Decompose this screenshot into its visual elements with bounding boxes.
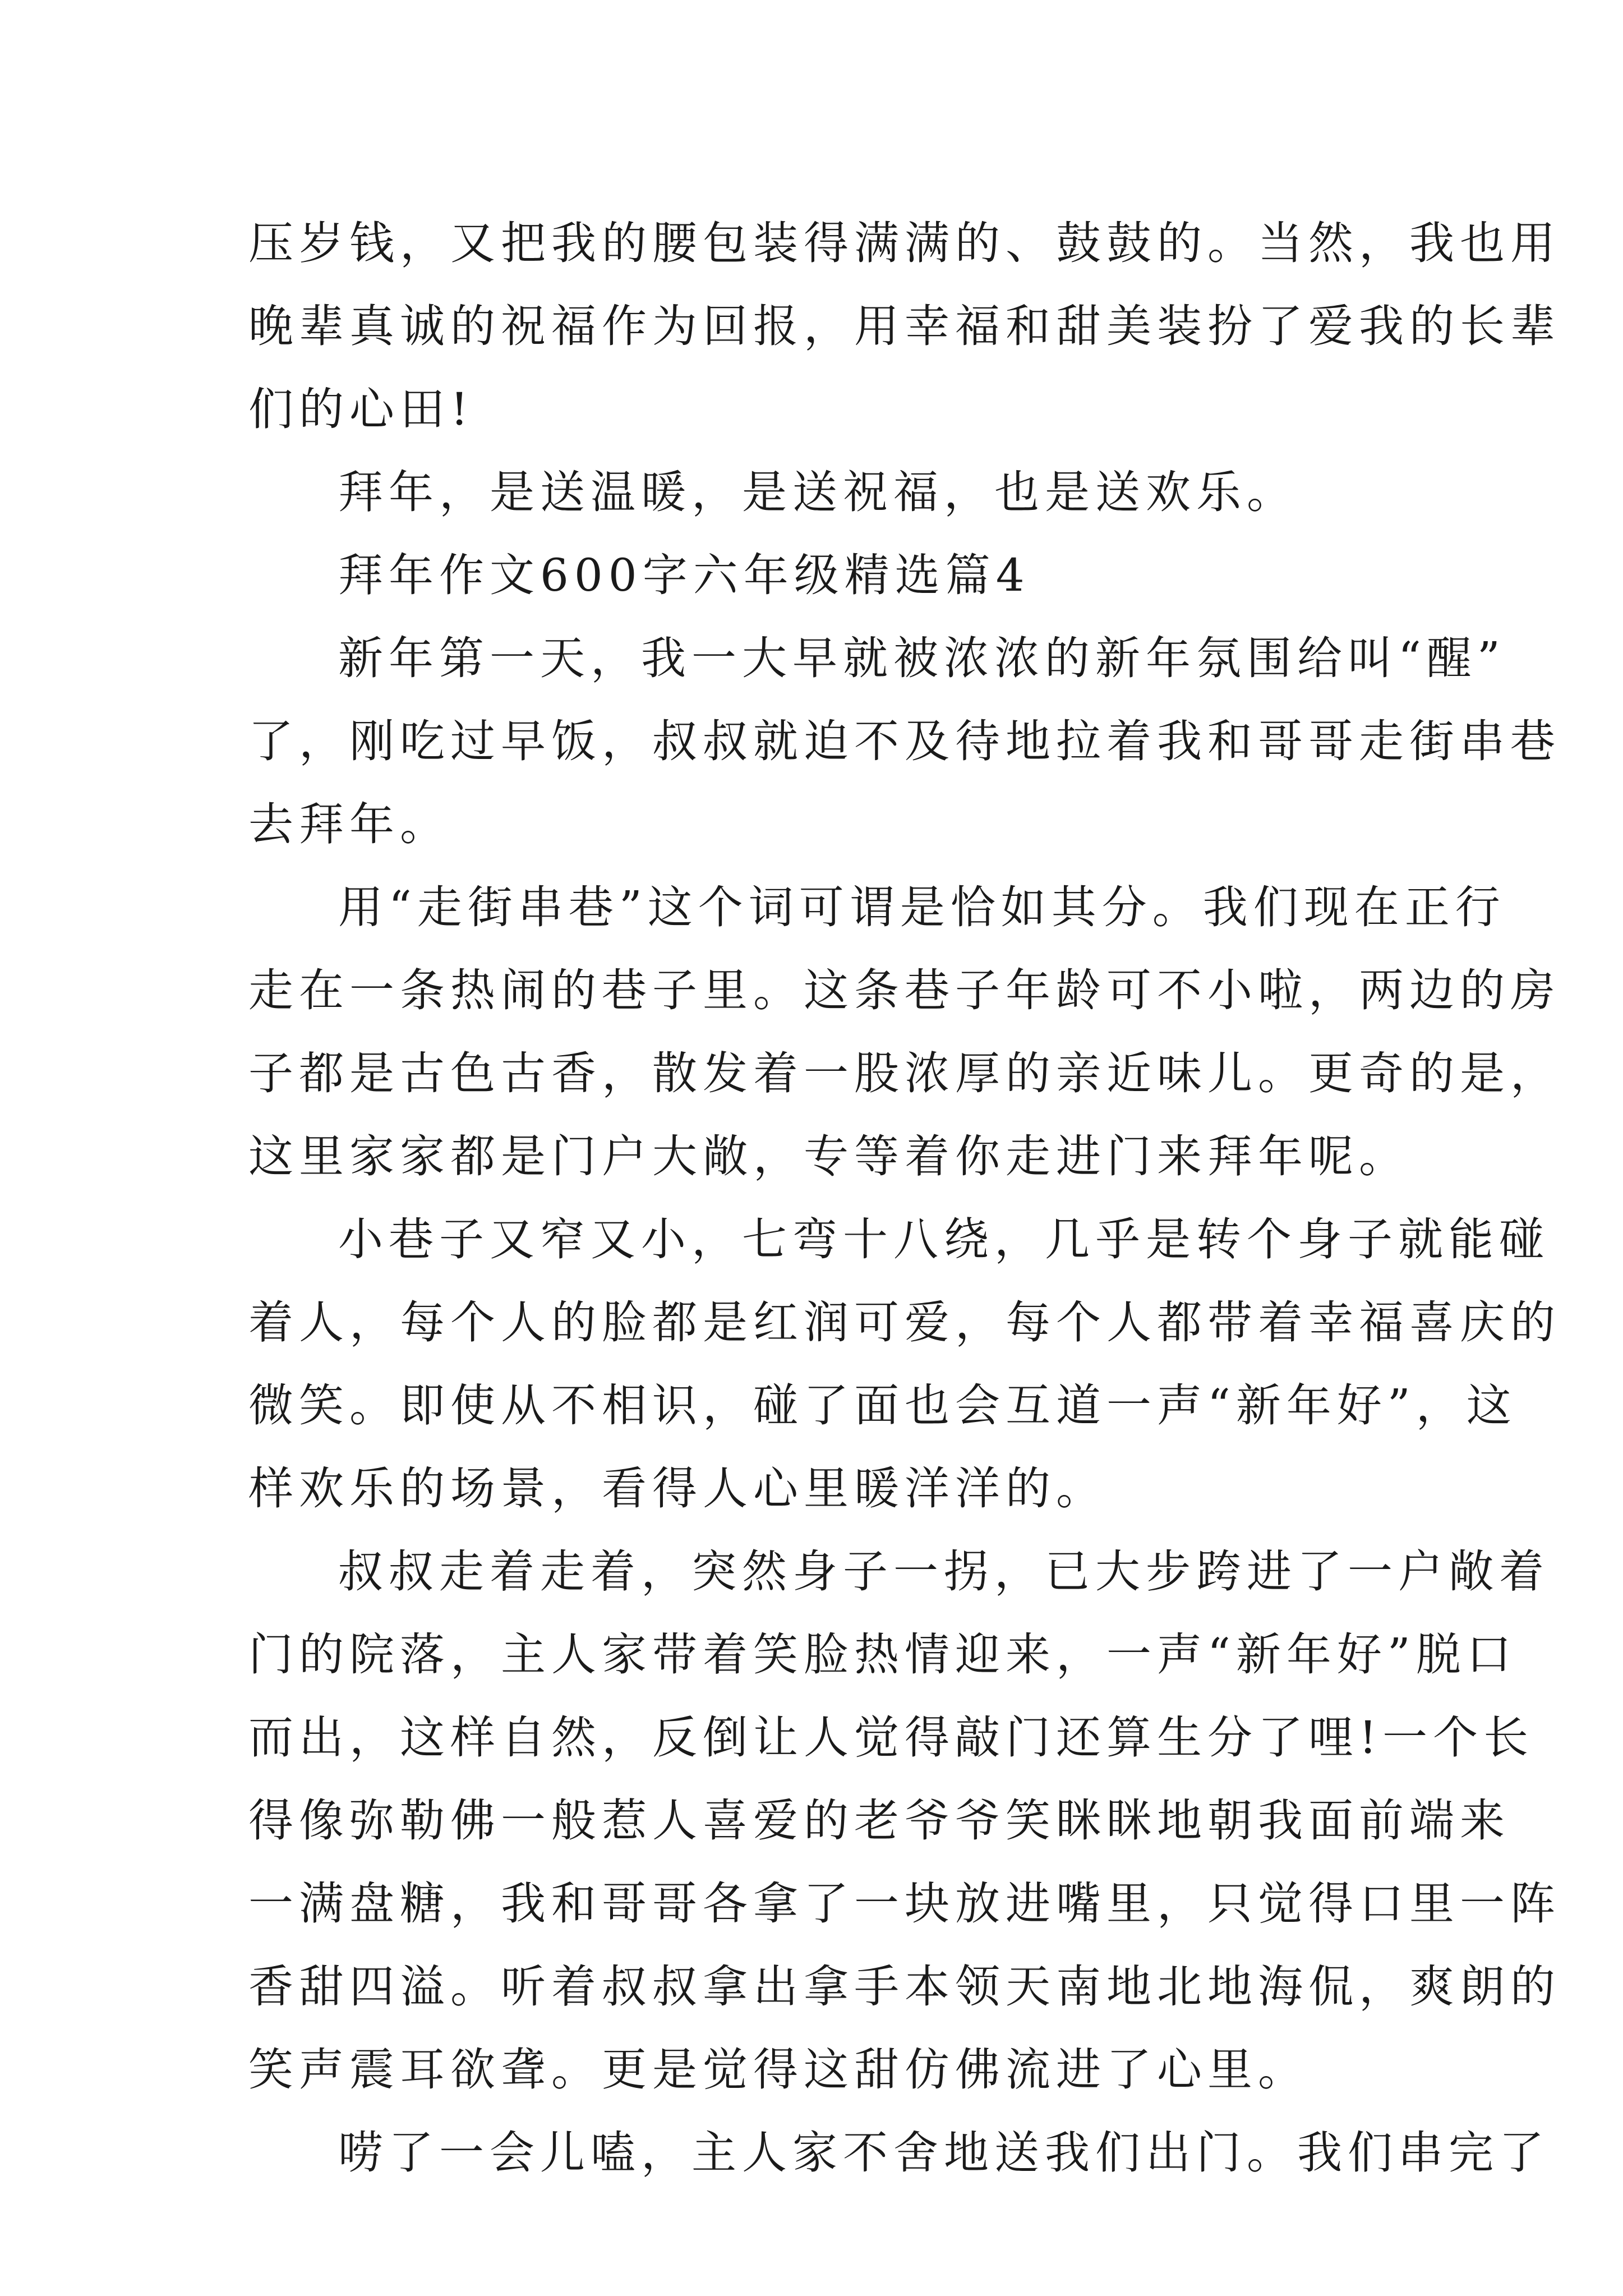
paragraph-first-line: 唠了一会儿嗑，主人家不舍地送我们出门。我们串完了 xyxy=(338,2127,1550,2179)
text-line: 子都是古色古香，散发着一股浓厚的亲近味儿。更奇的是， xyxy=(248,1047,1561,1099)
text-line: 去拜年。 xyxy=(248,798,450,850)
text-line: 而出，这样自然，反倒让人觉得敲门还算生分了哩!一个长 xyxy=(248,1711,1534,1764)
paragraph-first-line: 用“走街串巷”这个词可谓是恰如其分。我们现在正行 xyxy=(338,881,1506,933)
text-line: 香甜四溢。听着叔叔拿出拿手本领天南地北地海侃，爽朗的 xyxy=(248,1961,1561,2013)
text-line: 一满盘糖，我和哥哥各拿了一块放进嘴里，只觉得口里一阵 xyxy=(248,1878,1561,1930)
text-line: 着人，每个人的脸都是红润可爱，每个人都带着幸福喜庆的 xyxy=(248,1296,1561,1349)
text-line: 这里家家都是门户大敞，专等着你走进门来拜年呢。 xyxy=(248,1130,1409,1182)
text-line: 了，刚吃过早饭，叔叔就迫不及待地拉着我和哥哥走街串巷 xyxy=(248,715,1561,767)
text-line: 得像弥勒佛一般惹人喜爱的老爷爷笑眯眯地朝我面前端来 xyxy=(248,1795,1510,1847)
text-line: 们的心田! xyxy=(248,383,474,435)
paragraph-first-line: 小巷子又窄又小，七弯十八绕，几乎是转个身子就能碰 xyxy=(338,1213,1550,1266)
paragraph-first-line: 拜年，是送温暖，是送祝福，也是送欢乐。 xyxy=(338,466,1297,518)
section-heading: 拜年作文600字六年级精选篇4 xyxy=(338,549,1030,601)
text-line: 门的院落，主人家带着笑脸热情迎来，一声“新年好”脱口 xyxy=(248,1628,1517,1681)
article-body xyxy=(248,202,1561,2194)
paragraph-first-line: 叔叔走着走着，突然身子一拐，已大步跨进了一户敞着 xyxy=(338,1545,1550,1598)
text-line: 压岁钱，又把我的腰包装得满满的、鼓鼓的。当然，我也用 xyxy=(248,217,1561,269)
text-line: 微笑。即使从不相识，碰了面也会互道一声“新年好”，这 xyxy=(248,1379,1517,1432)
text-line: 笑声震耳欲聋。更是觉得这甜仿佛流进了心里。 xyxy=(248,2044,1308,2096)
text-line: 样欢乐的场景，看得人心里暖洋洋的。 xyxy=(248,1462,1106,1515)
text-line: 走在一条热闹的巷子里。这条巷子年龄可不小啦，两边的房 xyxy=(248,964,1561,1016)
text-line: 晚辈真诚的祝福作为回报，用幸福和甜美装扮了爱我的长辈 xyxy=(248,300,1561,352)
paragraph-first-line: 新年第一天，我一大早就被浓浓的新年氛围给叫“醒” xyxy=(338,632,1506,684)
